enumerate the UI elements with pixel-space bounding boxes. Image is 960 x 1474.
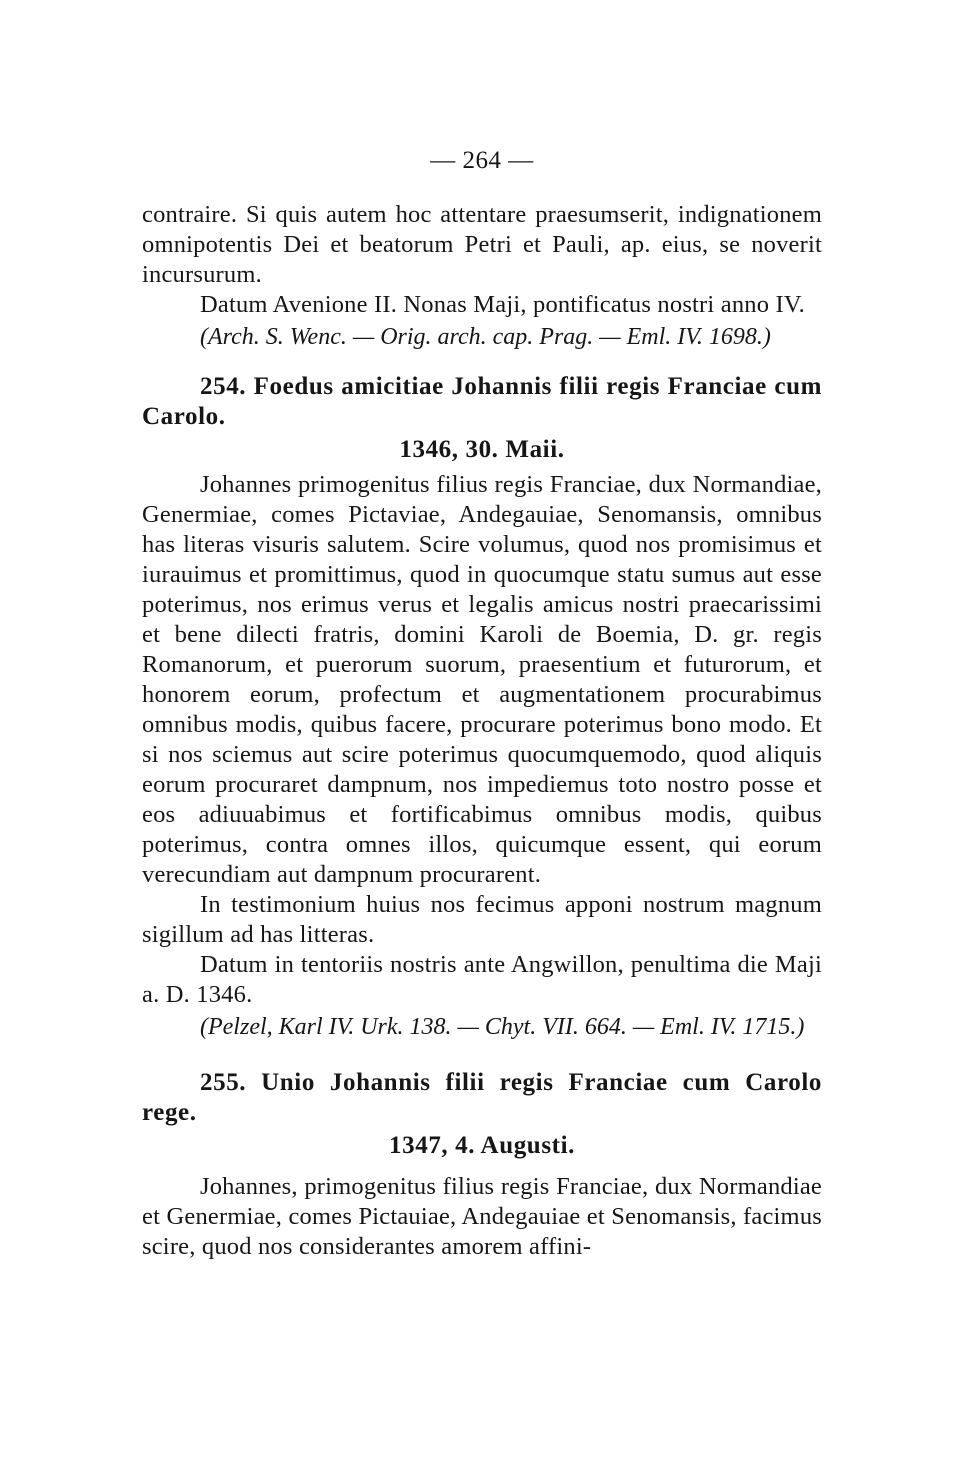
document-page [142, 146, 822, 1262]
document-254-datum: Datum in tentoriis nostris ante Angwillon, penultima die Maji a. D. 1346. [142, 951, 822, 1008]
document-255-date: 1347, 4. Augusti. [389, 1132, 575, 1159]
document-254-citation: (Pelzel, Karl IV. Urk. 138. — Chyt. VII. 664. — Eml. IV. 1715.) [200, 1014, 805, 1040]
page-number: — 264 — [430, 147, 534, 174]
document-254-body: Johannes primogenitus filius regis Franciae, dux Normandiae, Genermiae, comes Pictaviae, Andegauiae, Senomansis, omnibus has literas visuris salutem. Scire volumus, quod nos promisimus et iurauimus et promittimus, quod in quocumque statu sumus aut esse poterimus, nos erimus verus et legalis amicus nostri praecarissimi et bene dilecti fratris, domini Karoli de Boemia, D. gr. regis Romanorum, et puerorum suorum, praesentium et futurorum, et honorem eorum, profectum et augmentationem procurabimus omnibus modis, quibus facere, procurare poterimus bono modo. Et si nos sciemus aut scire poterimus quocumquemodo, quod aliquis eorum procuraret dampnum, nos impediemus toto nostro posse et eos adiuuabimus et fortificabimus omnibus modis, quibus poterimus, contra omnes illos, quicumque essent, qui eorum verecundiam aut dampnum procurarent. [142, 471, 822, 888]
document-254-date: 1346, 30. Maii. [399, 436, 565, 463]
document-254-testimonium: In testimonium huius nos fecimus apponi nostrum magnum sigillum ad has litteras. [142, 891, 822, 948]
document-255-body: Johannes, primogenitus filius regis Franciae, dux Normandiae et Genermiae, comes Pictauiae, Andegauiae et Senomansis, facimus scire, quod nos considerantes amorem affini- [142, 1173, 822, 1260]
document-255 [142, 1068, 822, 1262]
continuation-paragraph: contraire. Si quis autem hoc attentare praesumserit, indignationem omnipotentis Dei et beatorum Petri et Pauli, ap. eius, se noverit incursurum. [142, 201, 822, 288]
continuation-datum: Datum Avenione II. Nonas Maji, pontificatus nostri anno IV. [200, 291, 805, 318]
document-255-heading: 255. Unio Johannis filii regis Franciae cum Carolo rege. [142, 1069, 822, 1126]
document-254-heading: 254. Foedus amicitiae Johannis filii regis Franciae cum Carolo. [142, 373, 822, 430]
continuation-citation: (Arch. S. Wenc. — Orig. arch. cap. Prag. — Eml. IV. 1698.) [200, 324, 771, 350]
document-254 [142, 372, 822, 1042]
